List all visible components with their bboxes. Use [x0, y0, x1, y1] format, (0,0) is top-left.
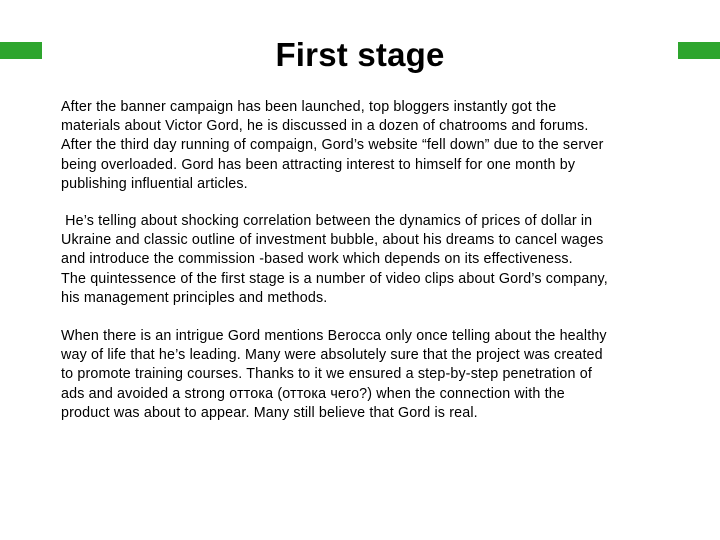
paragraph-line: After the third day running of compaign, Gord’s website “fell down” due to the server: [61, 137, 604, 154]
paragraph-line: to promote training courses. Thanks to it we ensured a step-by-step penetration of: [61, 366, 592, 383]
slide-body: [61, 98, 671, 423]
paragraph-line: product was about to appear. Many still believe that Gord is real.: [61, 404, 478, 421]
paragraph-line: ads and avoided a strong оттока (оттока чего?) when the connection with the: [61, 385, 565, 402]
slide-title: First stage: [275, 36, 445, 73]
paragraph-2: [61, 212, 671, 308]
paragraph-3: [61, 327, 671, 423]
paragraph-line: and introduce the commission -based work which depends on its effectiveness.: [61, 251, 573, 268]
paragraph-line: He’s telling about shocking correlation between the dynamics of prices of dollar in: [61, 213, 593, 230]
paragraph-line: After the banner campaign has been launched, top bloggers instantly got the: [61, 99, 557, 115]
paragraph-line: way of life that he’s leading. Many were absolutely sure that the project was created: [61, 347, 603, 364]
paragraph-line: When there is an intrigue Gord mentions Berocca only once telling about the healthy: [61, 328, 607, 345]
paragraph-line: publishing influential articles.: [61, 175, 248, 192]
paragraph-1: [61, 98, 671, 194]
paragraph-line: his management principles and methods.: [61, 289, 328, 306]
paragraph-line: materials about Victor Gord, he is discussed in a dozen of chatrooms and forums.: [61, 118, 589, 135]
paragraph-line: Ukraine and classic outline of investment bubble, about his dreams to cancel wages: [61, 232, 604, 249]
paragraph-line: The quintessence of the first stage is a number of video clips about Gord’s company,: [61, 270, 608, 287]
paragraph-line: being overloaded. Gord has been attracting interest to himself for one month by: [61, 156, 576, 173]
